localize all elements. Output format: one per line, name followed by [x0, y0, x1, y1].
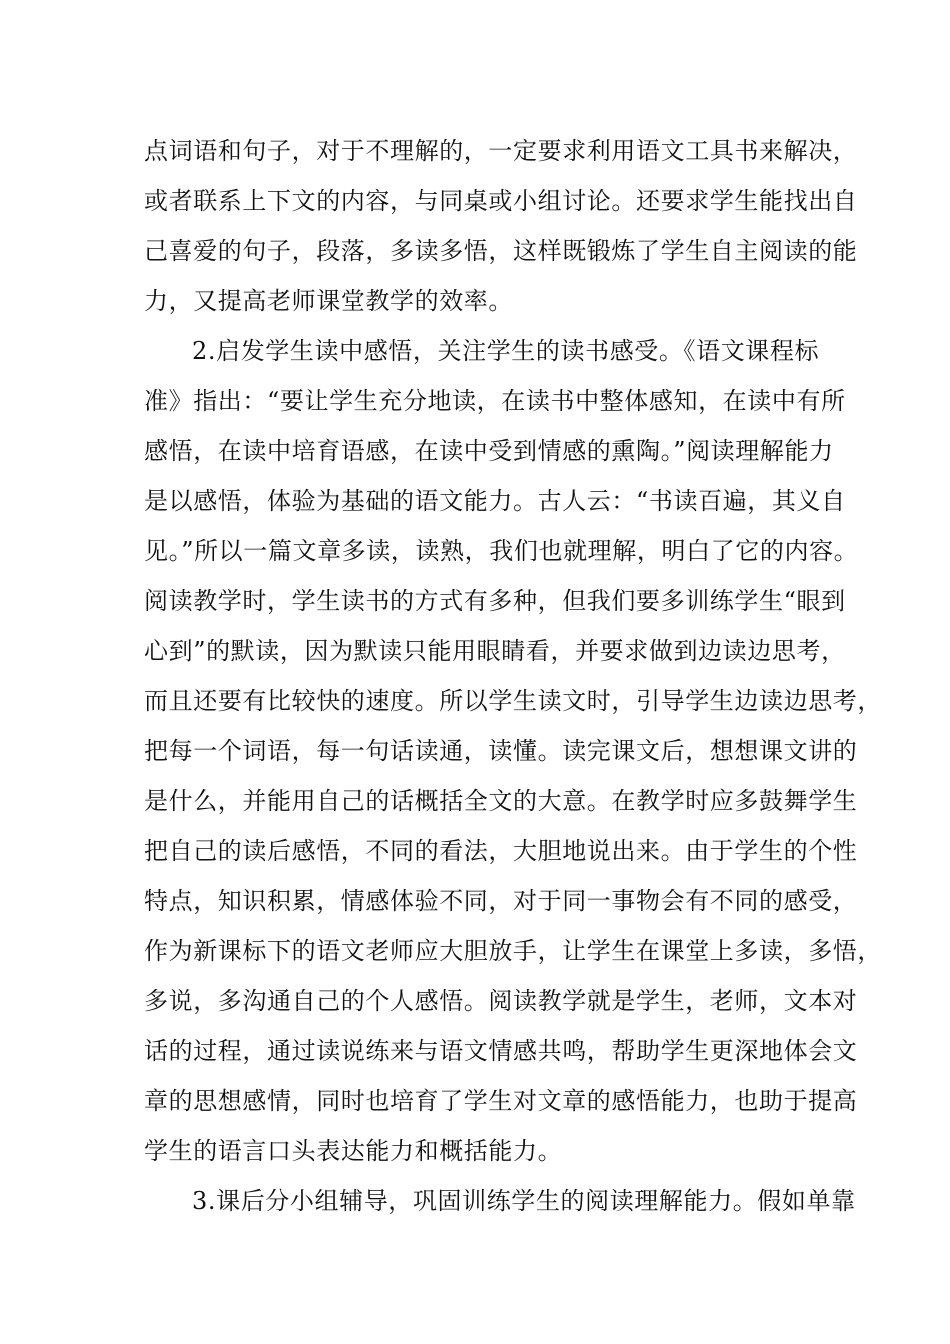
- paragraph-heading-2: 2.启发学生读中感悟，关注学生的读书感受。《语文课程标: [192, 337, 820, 365]
- text-line: 是以感悟，体验为基础的语文能力。古人云：“书读百遍，其义自: [144, 487, 846, 515]
- paragraph-heading-3: 3.课后分小组辅导，巩固训练学生的阅读理解能力。假如单靠: [192, 1187, 856, 1215]
- text-line: 作为新课标下的语文老师应大胆放手，让学生在课堂上多读，多悟，: [144, 937, 882, 965]
- text-line: 学生的语言口头表达能力和概括能力。: [144, 1137, 563, 1165]
- text-line: 特点，知识积累，情感体验不同，对于同一事物会有不同的感受，: [144, 887, 858, 915]
- text-line: 或者联系上下文的内容，与同桌或小组讨论。还要求学生能找出自: [144, 187, 858, 215]
- text-line: 力，又提高老师课堂教学的效率。: [144, 287, 513, 315]
- text-line: 章的思想感情，同时也培育了学生对文章的感悟能力，也助于提高: [144, 1087, 858, 1115]
- text-line: 多说，多沟通自己的个人感悟。阅读教学就是学生，老师，文本对: [144, 987, 858, 1015]
- text-line: 感悟，在读中培育语感，在读中受到情感的熏陶。”阅读理解能力: [144, 437, 834, 465]
- text-line: 把每一个词语，每一句话读通，读懂。读完课文后，想想课文讲的: [144, 737, 858, 765]
- text-line: 话的过程，通过读说练来与语文情感共鸣，帮助学生更深地体会文: [144, 1037, 858, 1065]
- text-line: 己喜爱的句子，段落，多读多悟，这样既锻炼了学生自主阅读的能: [144, 237, 858, 265]
- text-line: 而且还要有比较快的速度。所以学生读文时，引导学生边读边思考，: [144, 687, 882, 715]
- text-line: 心到”的默读，因为默读只能用眼睛看，并要求做到边读边思考，: [144, 637, 846, 665]
- text-line: 是什么，并能用自己的话概括全文的大意。在教学时应多鼓舞学生: [144, 787, 858, 815]
- text-line: 点词语和句子，对于不理解的，一定要求利用语文工具书来解决，: [144, 137, 858, 165]
- text-line: 阅读教学时，学生读书的方式有多种，但我们要多训练学生“眼到: [144, 587, 846, 615]
- text-line: 见。”所以一篇文章多读，读熟，我们也就理解，明白了它的内容。: [144, 537, 859, 565]
- text-line: 把自己的读后感悟，不同的看法，大胆地说出来。由于学生的个性: [144, 837, 858, 865]
- text-line: 准》指出：“要让学生充分地读，在读书中整体感知，在读中有所: [144, 387, 846, 415]
